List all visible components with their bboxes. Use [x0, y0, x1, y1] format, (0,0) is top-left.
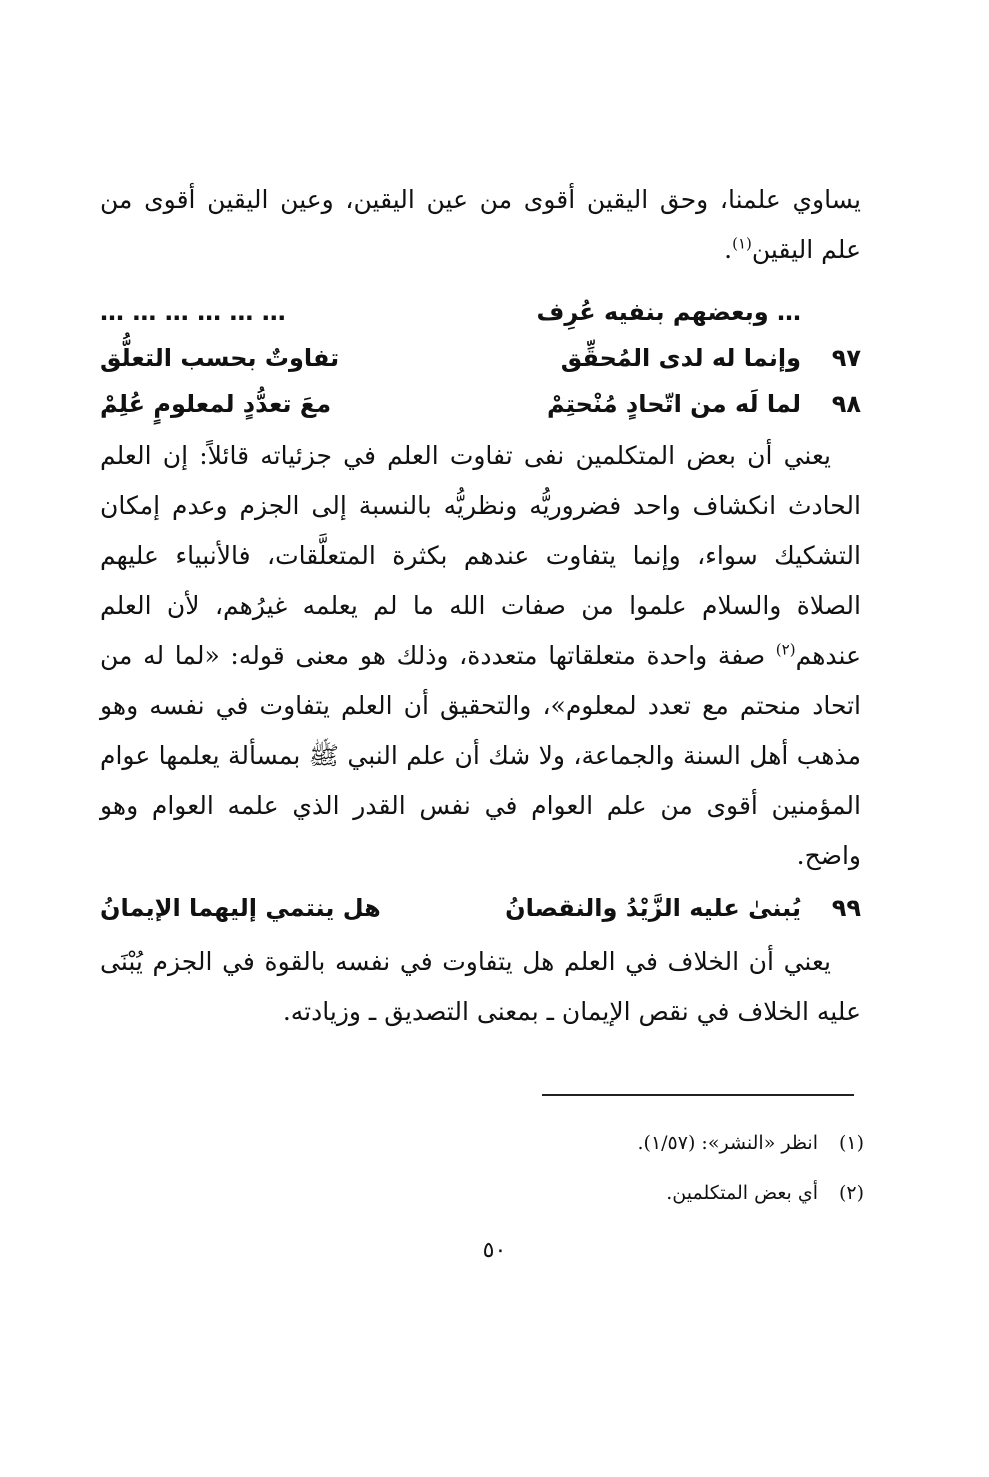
paragraph-2: [100, 431, 861, 881]
footnote-text: انظر «النشر»: (١/٥٧).: [637, 1132, 818, 1154]
verse-first-hemistich: … وبعضهم بنفيه عُرِف: [536, 298, 801, 326]
verse-number: ٩٨: [831, 390, 861, 418]
footnote-separator: [542, 1094, 854, 1096]
verse-line: [100, 289, 861, 335]
paragraph-1-text: يساوي علمنا، وحق اليقين أقوى من عين اليقين، وعين اليقين أقوى من علم اليقين: [100, 185, 861, 264]
verse-first-hemistich: لما لَه من اتّحادٍ مُنْحتِمْ: [547, 390, 801, 418]
footnote-number: (١): [838, 1132, 864, 1154]
footnotes: [364, 1118, 864, 1218]
paragraph-2-text-a: يعني أن بعض المتكلمين نفى تفاوت العلم في جزئياته قائلاً: إن العلم الحادث انكشاف واحد فضروريُّه ونظريُّه بالنسبة إلى الجزم وعدم إمكان التشكيك سواء، وإنما يتفاوت عندهم بكثرة المتعلَّقات، فالأنبياء عليهم الصلاة والسلام علموا من صفات الله ما لم يعلمه غيرُهم، لأن العلم عندهم: [100, 441, 861, 670]
footnote-ref-1: (١): [732, 234, 752, 253]
verse-second-hemistich: … … … … … …: [100, 298, 286, 326]
verse-line: [100, 381, 861, 427]
footnote-text: أي بعض المتكلمين.: [666, 1182, 818, 1204]
footnote-item: [364, 1118, 864, 1168]
verse-number: ٩٧: [831, 344, 861, 372]
verse-second-hemistich: تفاوتٌ بحسب التعلُّق: [100, 344, 340, 372]
verse-second-hemistich: هل ينتمي إليهما الإيمانُ: [100, 894, 381, 922]
paragraph-1: [100, 175, 861, 275]
paragraph-3: يعني أن الخلاف في العلم هل يتفاوت في نفسه بالقوة في الجزم يُبْنَى عليه الخلاف في نقص الإيمان ـ بمعنى التصديق ـ وزيادته.: [100, 947, 861, 1026]
footnote-ref-2: (٢): [775, 640, 796, 659]
verse-number: ٩٩: [831, 894, 861, 922]
page-body: [100, 175, 861, 1037]
footnote-item: [364, 1168, 864, 1218]
verse-line: [100, 335, 861, 381]
paragraph-1-end: .: [724, 235, 733, 264]
footnote-number: (٢): [838, 1182, 864, 1204]
paragraph-2-text-b: صفة واحدة متعلقاتها متعددة، وذلك هو معنى قوله: «لما له من اتحاد منحتم مع تعدد لمعلوم»، والتحقيق أن العلم يتفاوت في نفسه وهو مذهب أهل السنة والجماعة، ولا شك أن علم النبي ﷺ بمسألة يعلمها عوام المؤمنين أقوى من علم العوام في نفس القدر الذي علمه العوام وهو واضح.: [100, 641, 861, 870]
page-number: ٥٠: [482, 1238, 507, 1263]
verse-first-hemistich: يُبنىٰ عليه الزَّيْدُ والنقصانُ: [505, 894, 801, 922]
verse-first-hemistich: وإنما له لدى المُحقِّق: [560, 344, 801, 372]
verse-second-hemistich: معَ تعدُّدٍ لمعلومٍ عُلِمْ: [100, 390, 332, 418]
verse-line: [100, 885, 861, 931]
